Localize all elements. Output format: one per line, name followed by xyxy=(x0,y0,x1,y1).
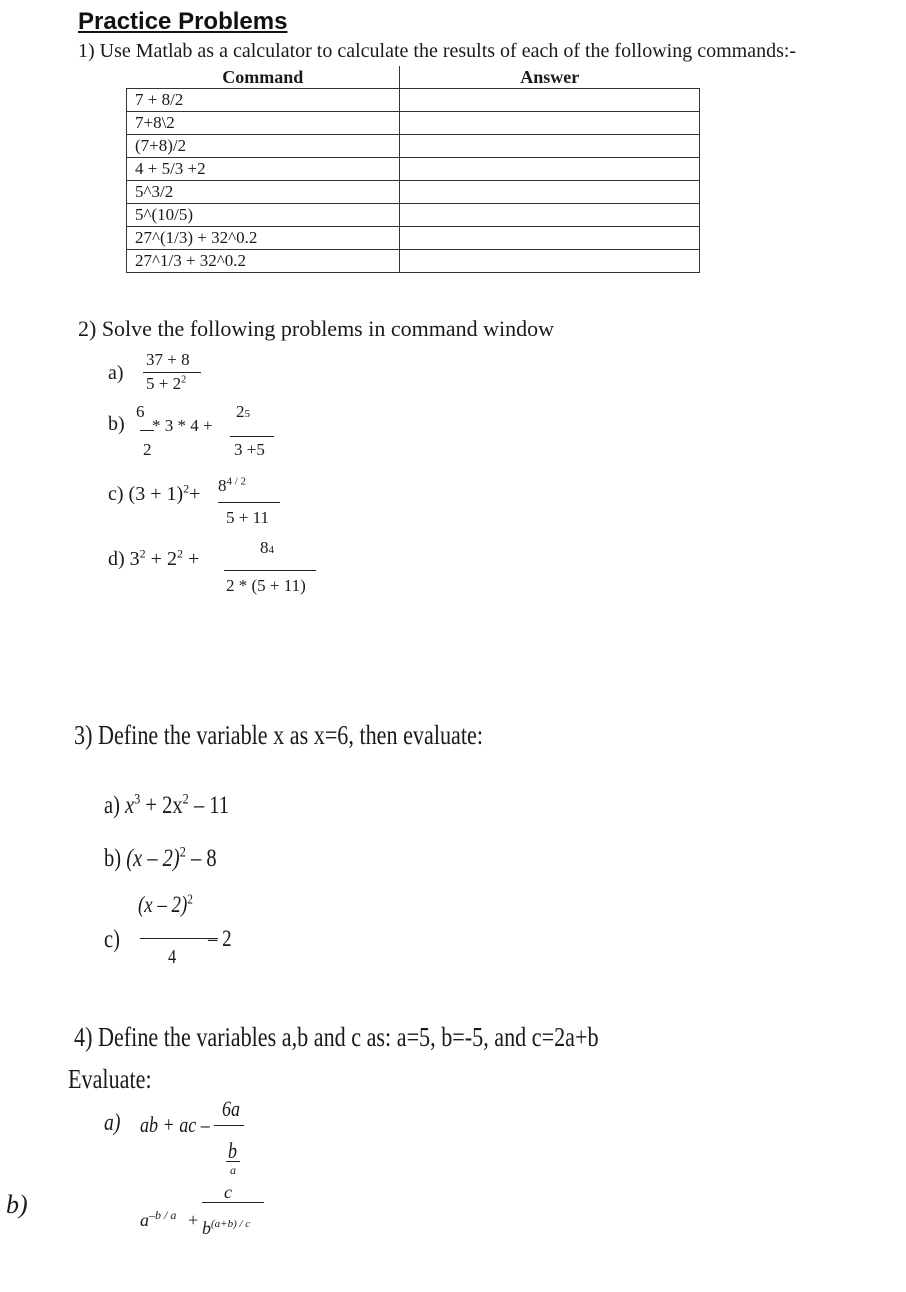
q4b-fraction-bar xyxy=(202,1202,264,1203)
q2d-numerator xyxy=(260,538,274,558)
q2c-numerator xyxy=(218,476,246,496)
q3a-middle: + 2x xyxy=(140,792,183,819)
answer-cell[interactable] xyxy=(400,89,700,112)
q4b-base: a xyxy=(140,1210,149,1230)
q2c-num-base: 8 xyxy=(218,476,227,495)
q3b-base: (x – 2) xyxy=(126,845,180,872)
q4b-den-base: b xyxy=(202,1218,211,1238)
q3c-fraction-bar xyxy=(140,938,218,939)
q3c-numerator xyxy=(138,892,193,918)
question-3-prompt: 3) Define the variable x as x=6, then evaluate: xyxy=(74,720,484,750)
q2b-label: b) xyxy=(108,413,125,435)
q4a-denominator-b: b xyxy=(228,1138,238,1163)
q3b-label: b) xyxy=(104,845,127,872)
q3a-expression xyxy=(104,792,229,820)
page-title: Practice Problems xyxy=(78,8,288,35)
q2d-exponent-2: 2 xyxy=(176,546,183,561)
table-row xyxy=(127,204,700,227)
q2c-exponent: 2 xyxy=(183,481,190,496)
command-cell: 7 + 8/2 xyxy=(127,89,400,112)
q3c-end: – 2 xyxy=(208,926,232,951)
q2b-num-base: 2 xyxy=(236,402,245,421)
q2a-den-exponent: 2 xyxy=(181,374,187,386)
answer-cell[interactable] xyxy=(400,135,700,158)
q2d-num-exponent: 4 xyxy=(268,544,274,556)
q2a-numerator: 37 + 8 xyxy=(146,350,190,369)
table-row xyxy=(127,158,700,181)
q4b-plus: + xyxy=(188,1210,199,1230)
q2d-denominator: 2 * (5 + 11) xyxy=(226,576,306,595)
command-table xyxy=(126,66,700,273)
q2c-num-exponent: 4 / 2 xyxy=(226,475,247,488)
table-row xyxy=(127,250,700,273)
q4b-power-term xyxy=(140,1210,176,1231)
q2a-label: a) xyxy=(108,362,124,384)
q4a-fraction-bar xyxy=(214,1125,244,1126)
q4a-numerator: 6a xyxy=(222,1096,241,1121)
command-cell: 27^(1/3) + 32^0.2 xyxy=(127,227,400,250)
q4b-denominator xyxy=(202,1218,250,1239)
q2b-six: 6 xyxy=(136,402,145,421)
question-1-prompt: 1) Use Matlab as a calculator to calculate the results of each of the following commands:- xyxy=(78,40,797,62)
q4a-denominator-a: a xyxy=(230,1163,236,1177)
q2a-fraction-bar xyxy=(143,372,201,373)
command-cell: 7+8\2 xyxy=(127,112,400,135)
q2a-den-text: 5 + 2 xyxy=(146,374,182,393)
q3c-denominator: 4 xyxy=(168,946,177,968)
answer-cell[interactable] xyxy=(400,158,700,181)
table-row xyxy=(127,112,700,135)
q2d-fraction-bar xyxy=(224,570,316,571)
q3a-exponent-1: 3 xyxy=(134,791,141,808)
answer-cell[interactable] xyxy=(400,112,700,135)
q3a-end: – 11 xyxy=(188,792,230,819)
q4b-den-exponent: (a+b) / c xyxy=(211,1218,251,1230)
q2b-num-exponent: 5 xyxy=(244,408,250,420)
q2b-middle: * 3 * 4 + xyxy=(152,416,213,435)
q2d-label-text: d) 3 xyxy=(108,548,140,570)
command-cell: (7+8)/2 xyxy=(127,135,400,158)
q2d-plus: + xyxy=(182,548,200,570)
answer-column-header: Answer xyxy=(400,66,700,89)
q3c-label: c) xyxy=(104,926,120,953)
q3b-end: – 8 xyxy=(185,845,217,872)
q2d-exponent-1: 2 xyxy=(139,546,146,561)
q2a-denominator xyxy=(146,374,186,394)
q2d-middle: + 2 xyxy=(145,548,177,570)
answer-cell[interactable] xyxy=(400,204,700,227)
question-2-prompt: 2) Solve the following problems in command window xyxy=(78,316,554,341)
table-row xyxy=(127,181,700,204)
answer-cell[interactable] xyxy=(400,227,700,250)
command-cell: 5^(10/5) xyxy=(127,204,400,227)
q2c-label-text: c) (3 + 1) xyxy=(108,483,184,505)
q3c-num-text: (x – 2) xyxy=(138,892,188,917)
q2d-label xyxy=(108,548,199,571)
q2c-plus: + xyxy=(189,483,201,505)
q4b-numerator: c xyxy=(224,1182,232,1202)
command-cell: 5^3/2 xyxy=(127,181,400,204)
q3b-expression xyxy=(104,845,217,873)
table-header-row xyxy=(127,66,700,89)
q4b-label: b) xyxy=(6,1190,28,1219)
command-column-header: Command xyxy=(127,66,400,89)
command-cell: 27^1/3 + 32^0.2 xyxy=(127,250,400,273)
q2c-label xyxy=(108,483,200,506)
q4b-exponent: –b / a xyxy=(149,1208,177,1222)
table-row xyxy=(127,89,700,112)
command-cell: 4 + 5/3 +2 xyxy=(127,158,400,181)
q4a-inner-fraction-bar xyxy=(226,1161,240,1162)
q4a-expression: ab + ac – xyxy=(140,1112,210,1137)
evaluate-label: Evaluate: xyxy=(68,1064,152,1094)
q3c-num-exponent: 2 xyxy=(187,891,193,907)
q3a-x: x xyxy=(125,792,135,819)
table-row xyxy=(127,227,700,250)
q2b-denominator: 3 +5 xyxy=(234,440,265,459)
q3a-label: a) xyxy=(104,792,126,819)
q3a-exponent-2: 2 xyxy=(182,791,189,808)
q2c-fraction-bar xyxy=(218,502,280,503)
q2b-two: 2 xyxy=(143,440,152,459)
q2d-num-base: 8 xyxy=(260,538,269,557)
q2b-numerator xyxy=(236,402,250,422)
answer-cell[interactable] xyxy=(400,250,700,273)
question-4-prompt: 4) Define the variables a,b and c as: a=5, b=-5, and c=2a+b xyxy=(74,1022,599,1052)
q3b-exponent: 2 xyxy=(179,844,186,861)
table-row xyxy=(127,135,700,158)
answer-cell[interactable] xyxy=(400,181,700,204)
q2c-denominator: 5 + 11 xyxy=(226,508,269,527)
q4a-label: a) xyxy=(104,1110,121,1136)
q2b-fraction-bar xyxy=(230,436,274,437)
